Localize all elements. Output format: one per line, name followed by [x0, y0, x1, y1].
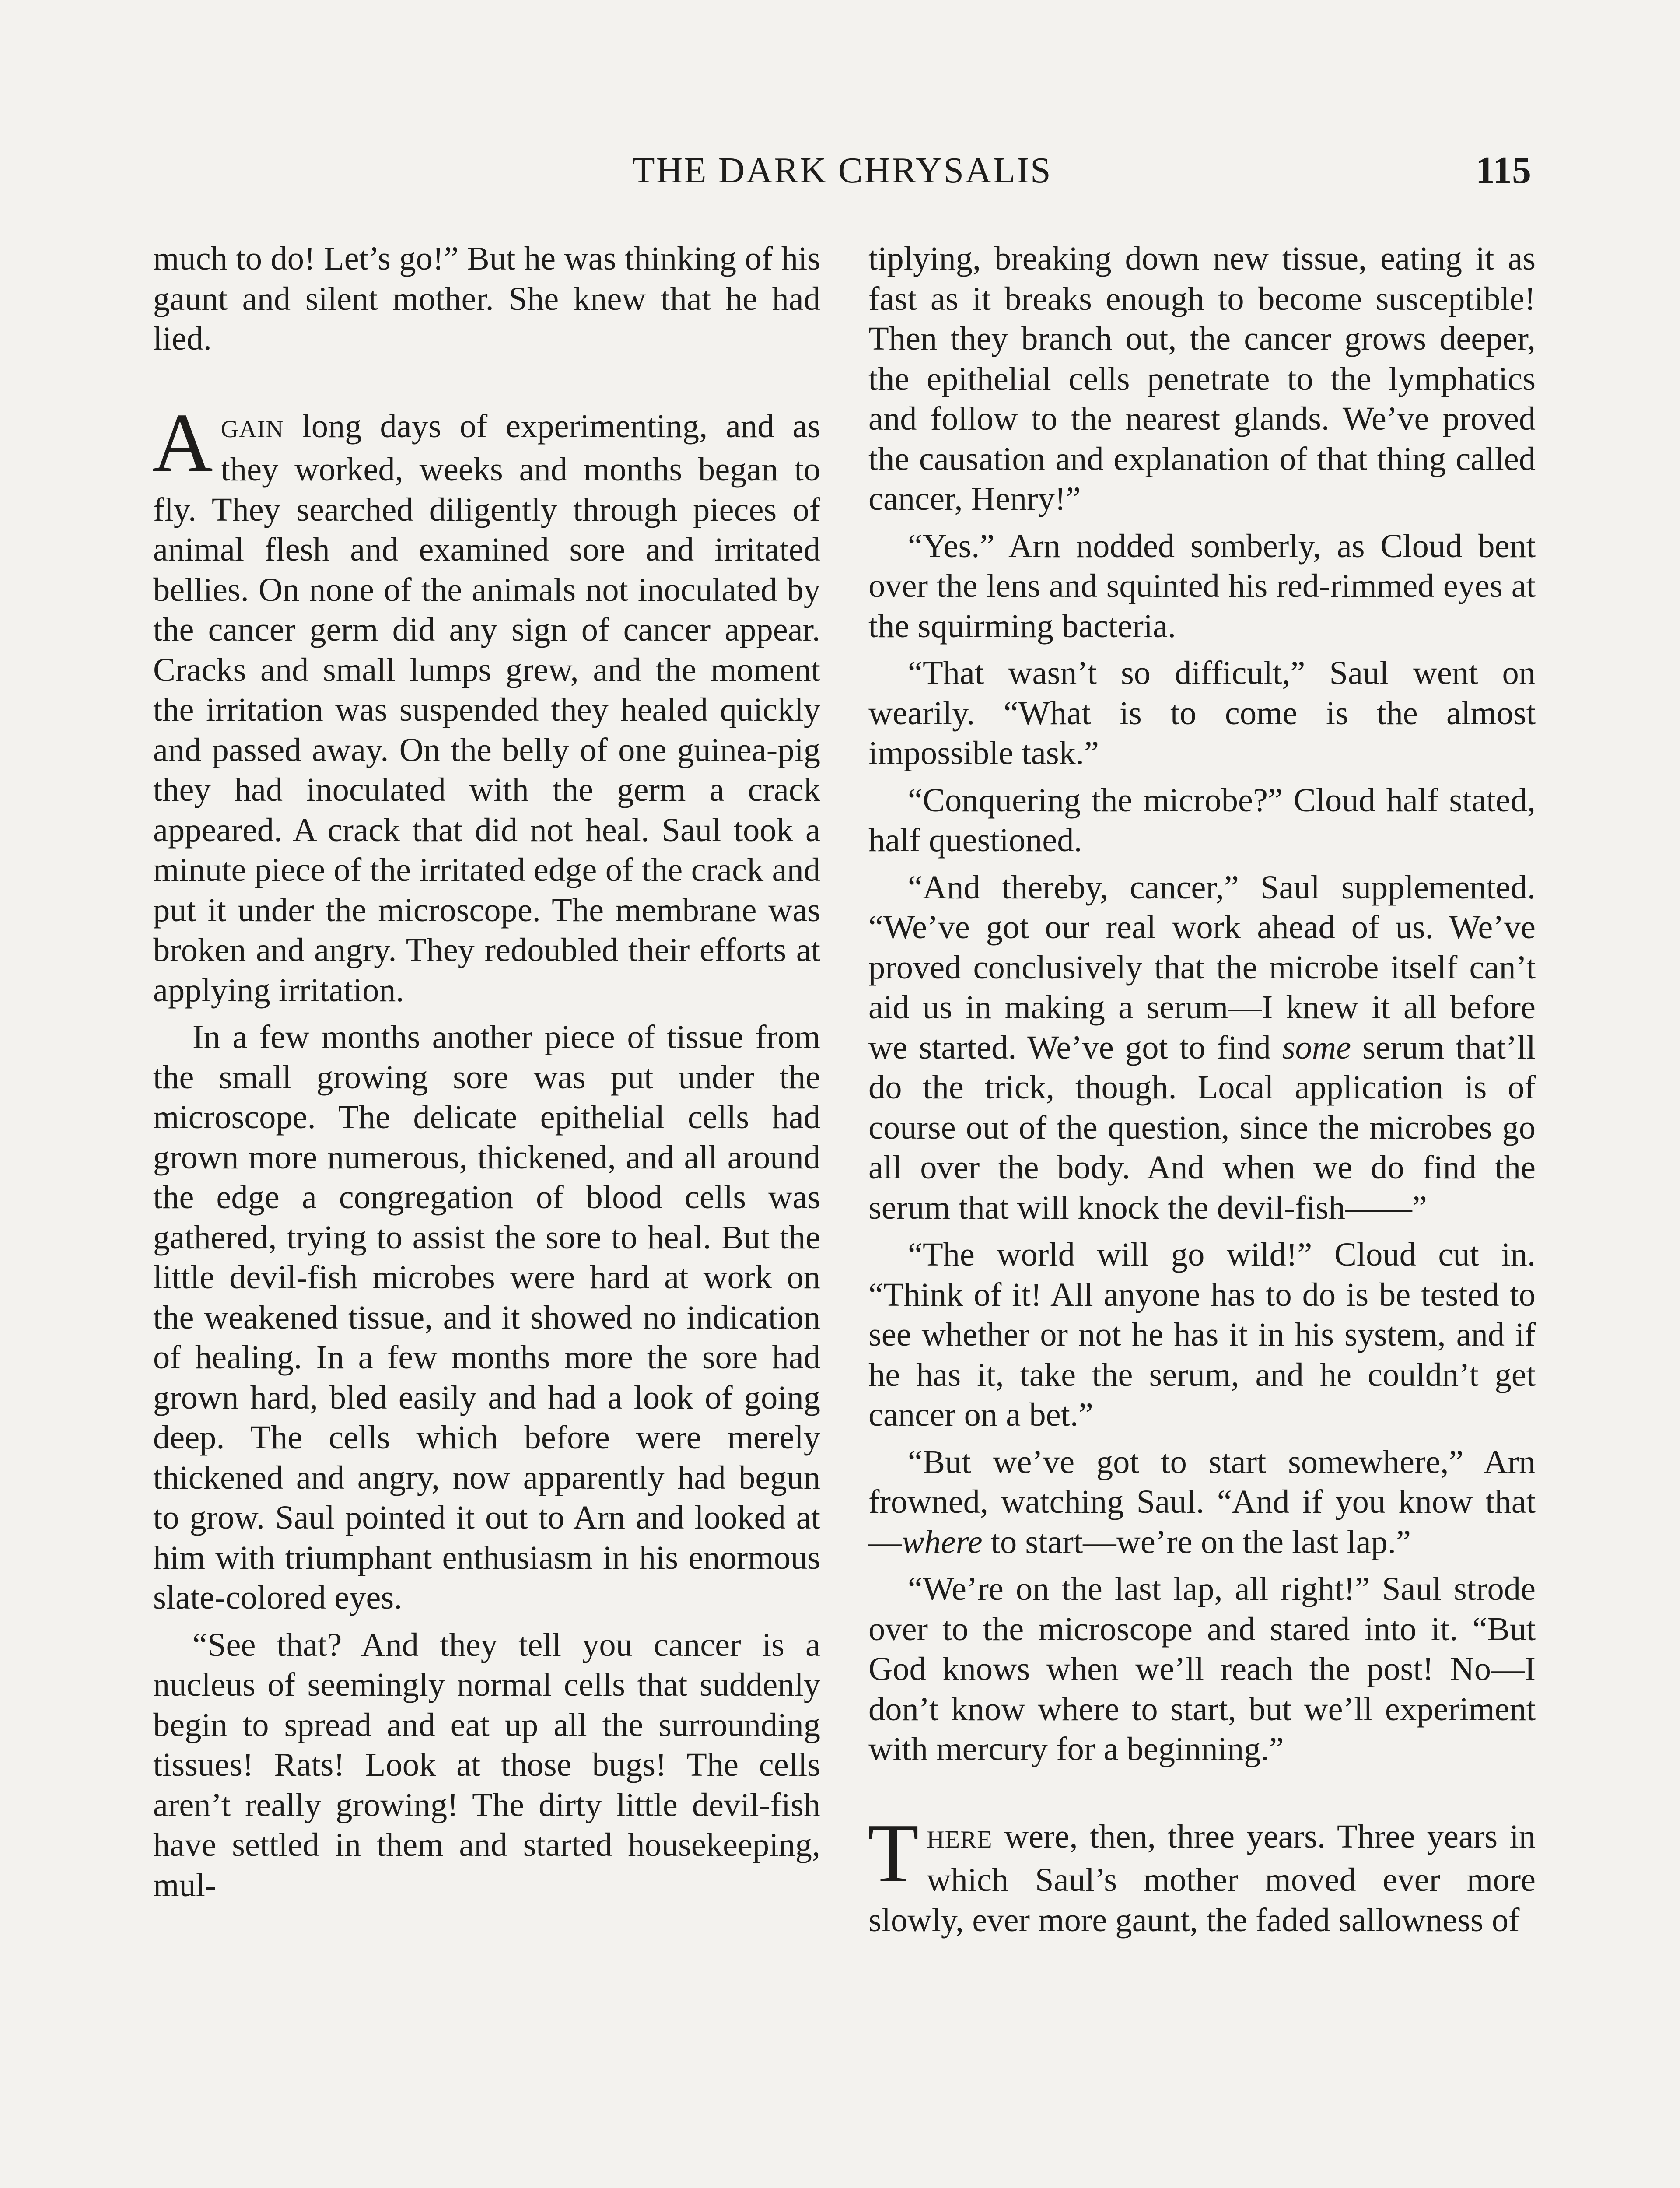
drop-cap: T	[868, 1806, 919, 1900]
paragraph-text: were, then, three years. Three years in which Saul’s mother moved ever more slowly, ever more gaunt, the faded sallowness of	[868, 1817, 1536, 1939]
right-column	[868, 238, 1536, 1940]
paragraph	[868, 1442, 1536, 1562]
paragraph: “We’re on the last lap, all right!” Saul strode over to the microscope and stared into it. “But God knows when we’ll reach the post! No—I don’t know where to start, but we’ll experiment with mercury for a beginning.”	[868, 1570, 1536, 1767]
page-number: 115	[1475, 149, 1531, 192]
small-caps-lead: HERE	[927, 1826, 993, 1853]
paragraph	[868, 867, 1536, 1228]
paragraph: In a few months another piece of tissue from the small growing sore was put under the microscope. The delicate epithelial cells had grown more numerous, thickened, and all around the edge a congregation of blood cells was gathered, trying to assist the sore to heal. But the little devil-fish microbes were hard at work on the weakened tissue, and it showed no indication of healing. In a few months more the sore had grown hard, bled easily and had a look of going deep. The cells which before were merely thickened and angry, now apparently had begun to grow. Saul pointed it out to Arn and looked at him with triumphant enthusiasm in his enormous slate-colored eyes.	[153, 1018, 820, 1616]
paragraph-text: to start—we’re on the last lap.”	[982, 1523, 1411, 1560]
paragraph: much to do! Let’s go!” But he was thinking of his gaunt and silent mother. She knew that he had lied.	[153, 240, 820, 357]
paragraph-text: serum that’ll do the trick, though. Local application is of course out of the question, since the microbes go all over the body. And when we do find the serum that will knock the devil-fish——”	[868, 1028, 1536, 1226]
drop-cap: A	[152, 396, 213, 489]
small-caps-lead: GAIN	[220, 415, 284, 443]
paragraph	[868, 1806, 1536, 1940]
paragraph-text: “But we’ve got to start somewhere,” Arn frowned, watching Saul. “And if you know that—	[868, 1443, 1536, 1560]
left-column	[153, 238, 820, 1905]
paragraph: “That wasn’t so difficult,” Saul went on wearily. “What is to come is the almost impossible task.”	[868, 654, 1536, 771]
paragraph: “The world will go wild!” Cloud cut in. “Think of it! All anyone has to do is be tested to see whether or not he has it in his system, and if he has it, take the serum, and he couldn’t get cancer on a bet.”	[868, 1236, 1536, 1433]
paragraph: tiplying, breaking down new tissue, eating it as fast as it breaks enough to become susceptible! Then they branch out, the cancer grows deeper, the epithelial cells penetrate to the lymphatics and follow to the nearest glands. We’ve proved the causation and explanation of that thing called cancer, Henry!”	[868, 240, 1536, 517]
paragraph: “See that? And they tell you cancer is a nucleus of seemingly normal cells that suddenly begin to spread and eat up all the surrounding tissues! Rats! Look at those bugs! The cells aren’t really growing! The dirty little devil-fish have settled in them and started housekeeping, mul-	[153, 1626, 820, 1904]
running-title: THE DARK CHRYSALIS	[632, 150, 1052, 191]
paragraph	[152, 396, 820, 1010]
page-header	[153, 144, 1531, 197]
paragraph-text: long days of experimenting, and as they worked, weeks and months began to fly. They searched diligently through pieces of animal flesh and examined sore and irritated bellies. On none of the animals not inoculated by the cancer germ did any sign of cancer appear. Cracks and small lumps grew, and the moment the irritation was suspended they healed quickly and passed away. On the belly of one guinea-pig they had inoculated with the germ a crack appeared. A crack that did not heal. Saul took a minute piece of the irritated edge of the crack and put it under the microscope. The membrane was broken and angry. They redoubled their efforts at applying irritation.	[153, 407, 820, 1009]
paragraph: “Conquering the microbe?” Cloud half stated, half questioned.	[868, 781, 1536, 859]
paragraph: “Yes.” Arn nodded somberly, as Cloud bent over the lens and squinted his red-rimmed eyes at the squirming bacteria.	[868, 527, 1536, 645]
paragraph-text: “And thereby, cancer,” Saul supplemented. “We’ve got our real work ahead of us. We’ve proved conclusively that the microbe itself can’t aid us in making a serum—I knew it all before we started. We’ve got to find	[868, 868, 1536, 1066]
emphasis: some	[1282, 1028, 1351, 1066]
emphasis: where	[902, 1523, 983, 1560]
